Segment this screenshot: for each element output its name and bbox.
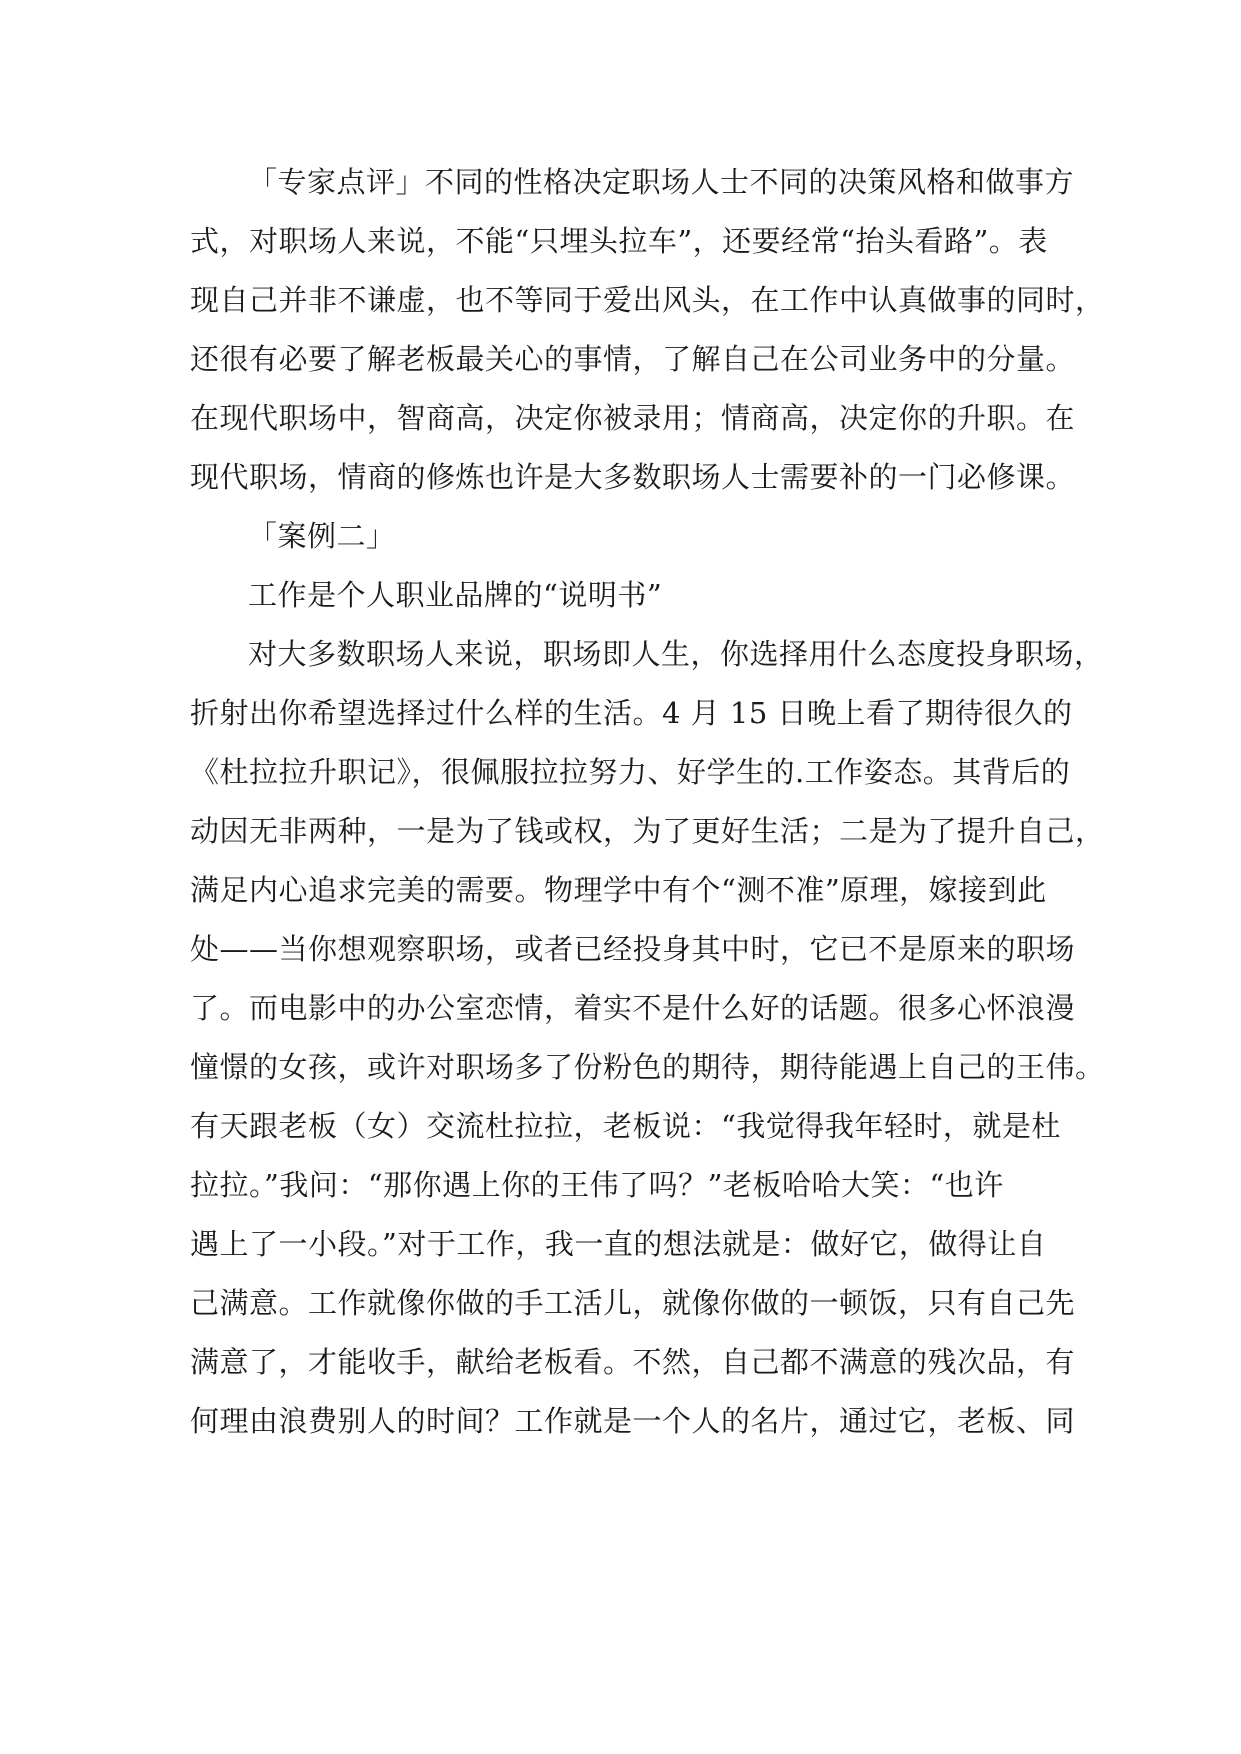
paragraph-body-line: 《杜拉拉升职记》，很佩服拉拉努力、好学生的.工作姿态。其背后的 — [190, 755, 1071, 789]
paragraph-body-line: 动因无非两种，一是为了钱或权，为了更好生活；二是为了提升自己， — [190, 814, 1105, 848]
paragraph-body-line: 对大多数职场人来说，职场即人生，你选择用什么态度投身职场， — [248, 637, 1104, 671]
case-title: 工作是个人职业品牌的“说明书” — [248, 578, 663, 612]
paragraph-body-line: 满意了，才能收手，献给老板看。不然，自己都不满意的残次品，有 — [190, 1345, 1076, 1379]
paragraph-expert-review-line: 在现代职场中，智商高，决定你被录用；情商高，决定你的升职。在 — [190, 401, 1076, 435]
paragraph-expert-review-line: 现代职场，情商的修炼也许是大多数职场人士需要补的一门必修课。 — [190, 460, 1076, 494]
paragraph-expert-review-line: 还很有必要了解老板最关心的事情，了解自己在公司业务中的分量。 — [190, 342, 1076, 376]
paragraph-body-line: 有天跟老板（女）交流杜拉拉，老板说：“我觉得我年轻时，就是杜 — [190, 1109, 1061, 1143]
paragraph-body-line: 遇上了一小段。”对于工作，我一直的想法就是：做好它，做得让自 — [190, 1227, 1047, 1261]
paragraph-body-line: 憧憬的女孩，或许对职场多了份粉色的期待，期待能遇上自己的王伟。 — [190, 1050, 1105, 1084]
paragraph-body-line: 了。而电影中的办公室恋情，着实不是什么好的话题。很多心怀浪漫 — [190, 991, 1076, 1025]
paragraph-body-line: 何理由浪费别人的时间？工作就是一个人的名片，通过它，老板、同 — [190, 1404, 1076, 1438]
paragraph-body-line: 己满意。工作就像你做的手工活儿，就像你做的一顿饭，只有自己先 — [190, 1286, 1076, 1320]
paragraph-expert-review-line: 现自己并非不谦虚，也不等同于爱出风头，在工作中认真做事的同时， — [190, 283, 1105, 317]
paragraph-body-line: 满足内心追求完美的需要。物理学中有个“测不准”原理，嫁接到此 — [190, 873, 1047, 907]
paragraph-expert-review-line: 「专家点评」不同的性格决定职场人士不同的决策风格和做事方 — [248, 165, 1075, 199]
paragraph-expert-review-line: 式，对职场人来说，不能“只埋头拉车”，还要经常“抬头看路”。表 — [190, 224, 1048, 258]
paragraph-body-line: 拉拉。”我问：“那你遇上你的王伟了吗？”老板哈哈大笑：“也许 — [190, 1168, 1004, 1202]
paragraph-body-line: 折射出你希望选择过什么样的生活。4 月 15 日晚上看了期待很久的 — [190, 696, 1073, 730]
case-heading: 「案例二」 — [248, 519, 396, 553]
paragraph-body-line: 处——当你想观察职场，或者已经投身其中时，它已不是原来的职场 — [190, 932, 1076, 966]
